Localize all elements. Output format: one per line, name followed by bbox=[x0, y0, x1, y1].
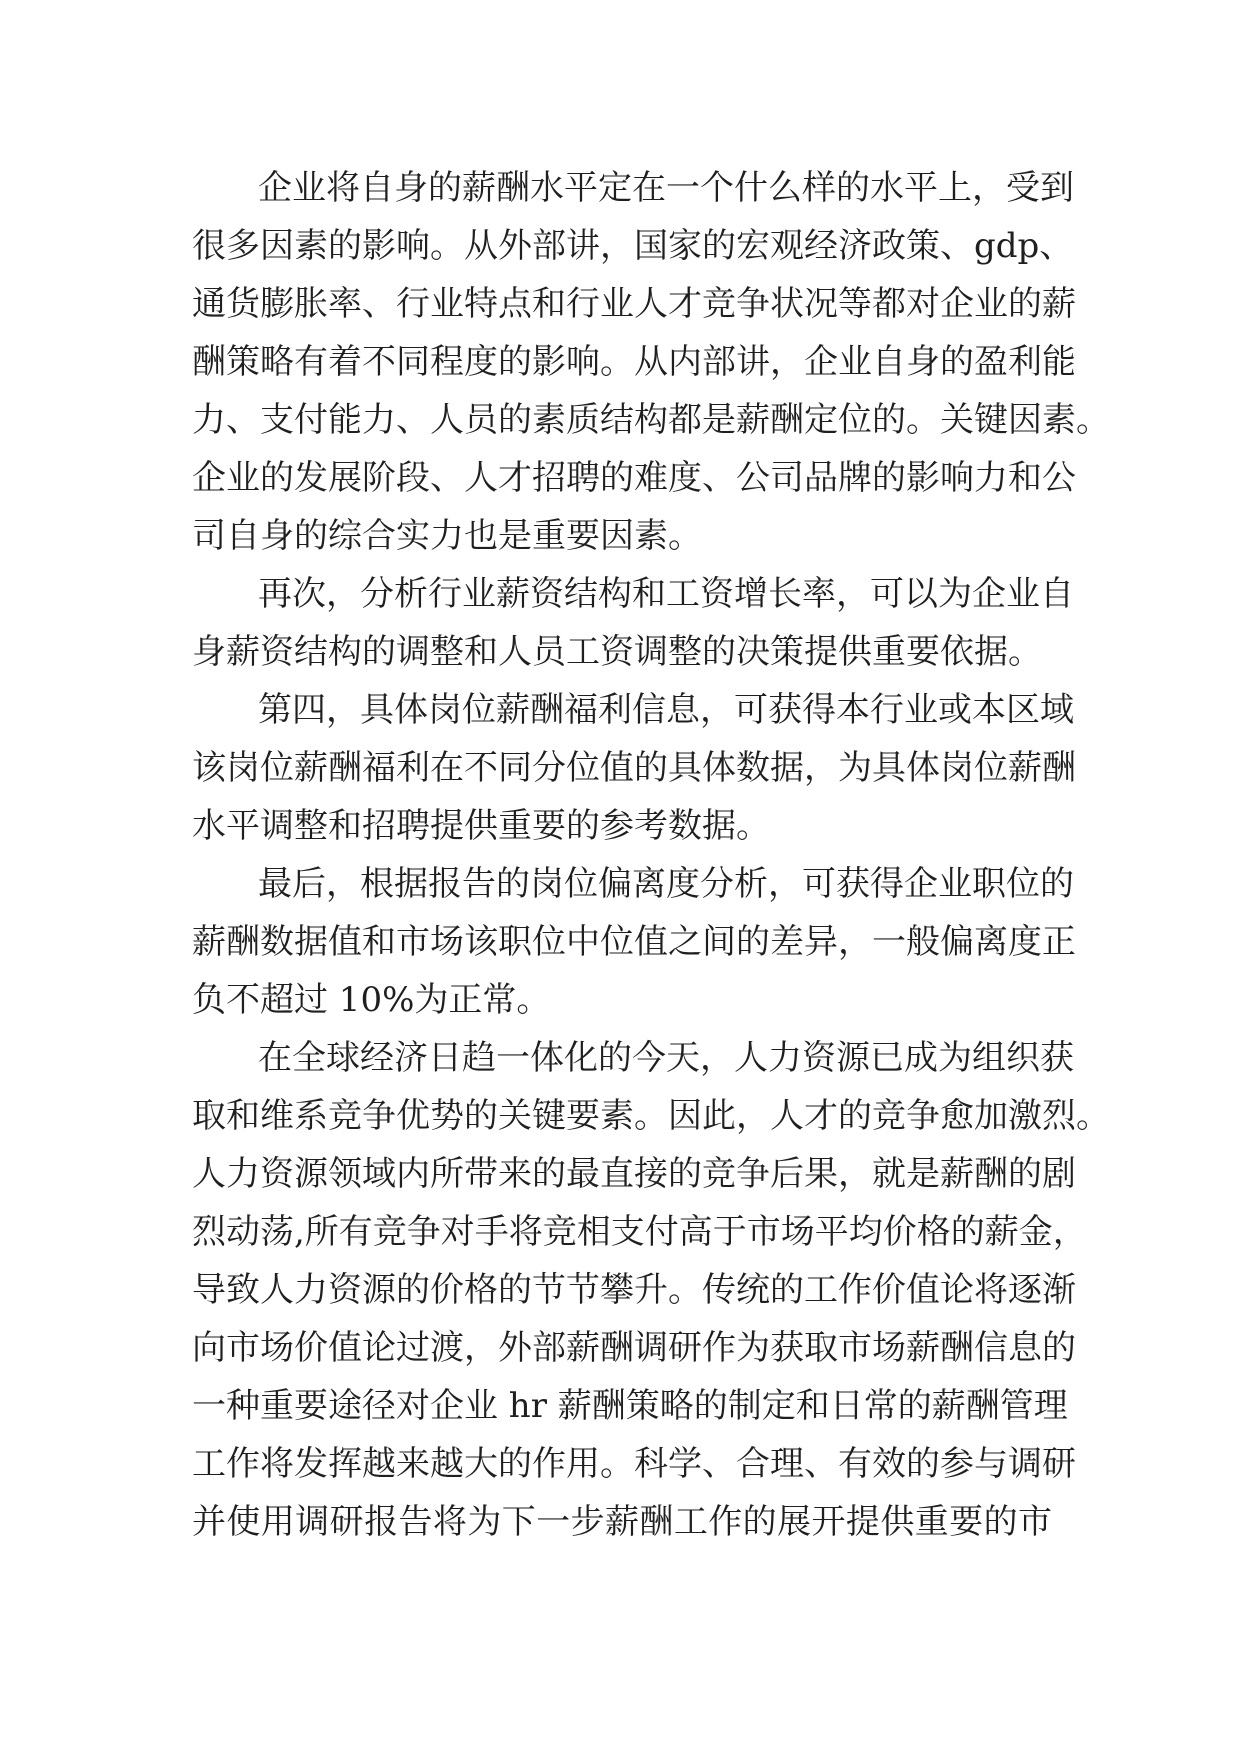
paragraph-5-line-5: 导致人力资源的价格的节节攀升。传统的工作价值论将逐渐 bbox=[192, 1270, 1076, 1310]
paragraph-3-line-2: 该岗位薪酬福利在不同分位值的具体数据，为具体岗位薪酬 bbox=[192, 748, 1076, 788]
paragraph-4-line-3: 负不超过 10%为正常。 bbox=[192, 980, 551, 1020]
paragraph-1-line-4: 酬策略有着不同程度的影响。从内部讲，企业自身的盈利能 bbox=[192, 342, 1076, 382]
paragraph-2-line-1: 再次，分析行业薪资结构和工资增长率，可以为企业自 bbox=[258, 574, 1074, 614]
paragraph-5-line-1: 在全球经济日趋一体化的今天，人力资源已成为组织获 bbox=[258, 1038, 1074, 1078]
paragraph-1-line-5: 力、支付能力、人员的素质结构都是薪酬定位的。关键因素。 bbox=[192, 400, 1110, 440]
paragraph-1-line-6: 企业的发展阶段、人才招聘的难度、公司品牌的影响力和公 bbox=[192, 458, 1076, 498]
paragraph-5-line-4: 烈动荡,所有竞争对手将竞相支付高于市场平均价格的薪金， bbox=[192, 1212, 1087, 1252]
paragraph-1-line-7: 司自身的综合实力也是重要因素。 bbox=[192, 516, 702, 556]
paragraph-4-line-1: 最后，根据报告的岗位偏离度分析，可获得企业职位的 bbox=[258, 864, 1074, 904]
paragraph-1-line-3: 通货膨胀率、行业特点和行业人才竞争状况等都对企业的薪 bbox=[192, 284, 1076, 324]
paragraph-5-line-2: 取和维系竞争优势的关键要素。因此，人才的竞争愈加激烈。 bbox=[192, 1096, 1110, 1136]
paragraph-5-line-7: 一种重要途径对企业 hr 薪酬策略的制定和日常的薪酬管理 bbox=[192, 1386, 1068, 1426]
paragraph-5-line-6: 向市场价值论过渡，外部薪酬调研作为获取市场薪酬信息的 bbox=[192, 1328, 1076, 1368]
paragraph-4-line-2: 薪酬数据值和市场该职位中位值之间的差异，一般偏离度正 bbox=[192, 922, 1076, 962]
paragraph-5-line-8: 工作将发挥越来越大的作用。科学、合理、有效的参与调研 bbox=[192, 1444, 1076, 1484]
paragraph-1-line-2: 很多因素的影响。从外部讲，国家的宏观经济政策、gdp、 bbox=[192, 226, 1074, 266]
paragraph-3-line-1: 第四，具体岗位薪酬福利信息，可获得本行业或本区域 bbox=[258, 690, 1074, 730]
paragraph-1-line-1: 企业将自身的薪酬水平定在一个什么样的水平上，受到 bbox=[258, 168, 1074, 208]
paragraph-5-line-3: 人力资源领域内所带来的最直接的竞争后果，就是薪酬的剧 bbox=[192, 1154, 1076, 1194]
paragraph-2-line-2: 身薪资结构的调整和人员工资调整的决策提供重要依据。 bbox=[192, 632, 1042, 672]
paragraph-3-line-3: 水平调整和招聘提供重要的参考数据。 bbox=[192, 806, 770, 846]
paragraph-5-line-9: 并使用调研报告将为下一步薪酬工作的展开提供重要的市 bbox=[192, 1502, 1052, 1542]
